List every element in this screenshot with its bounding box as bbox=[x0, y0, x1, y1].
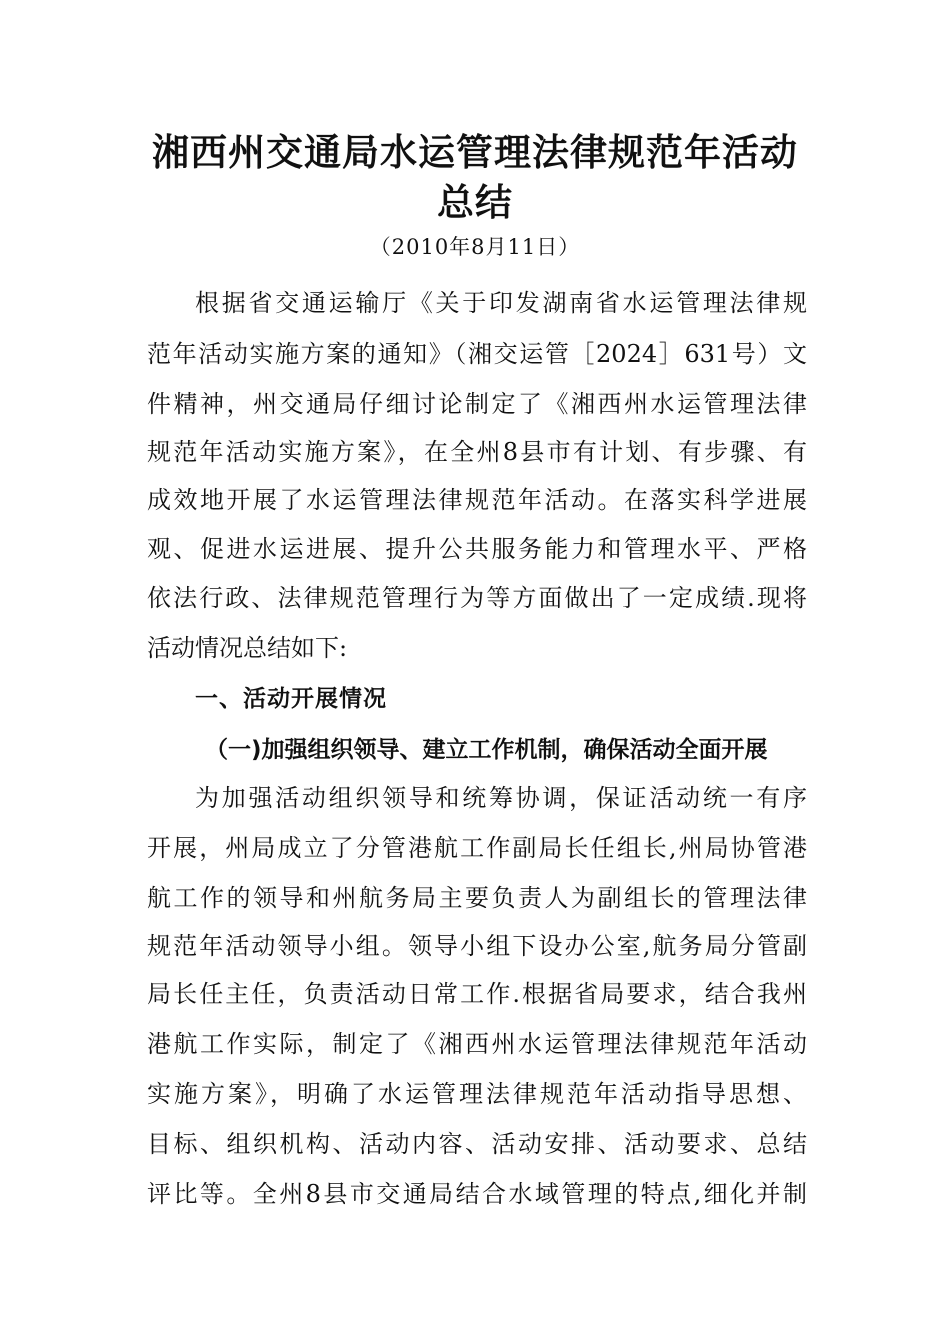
body-line-8: 目标、组织机构、活动内容、活动安排、活动要求、总结 bbox=[147, 1130, 807, 1158]
body-line-3: 航工作的领导和州航务局主要负责人为副组长的管理法律 bbox=[147, 884, 807, 912]
intro-line-5: 成效地开展了水运管理法律规范年活动。在落实科学进展 bbox=[147, 486, 807, 514]
intro-line-8: 活动情况总结如下: bbox=[147, 634, 348, 662]
body-line-7: 实施方案》，明确了水运管理法律规范年活动指导思想、 bbox=[147, 1080, 807, 1108]
intro-line-2: 范年活动实施方案的通知》（湘交运管［2024］631号）文 bbox=[147, 340, 807, 368]
body-line-2: 开展，州局成立了分管港航工作副局长任组长,州局协管港 bbox=[147, 834, 807, 862]
body-line-9: 评比等。全州8县市交通局结合水域管理的特点,细化并制 bbox=[147, 1180, 807, 1208]
intro-line-7: 依法行政、法律规范管理行为等方面做出了一定成绩.现将 bbox=[147, 584, 807, 612]
intro-line-4: 规范年活动实施方案》，在全州8县市有计划、有步骤、有 bbox=[147, 438, 807, 466]
section-1-heading: 一、活动开展情况 bbox=[195, 686, 387, 712]
intro-line-1: 根据省交通运输厅《关于印发湖南省水运管理法律规 bbox=[195, 289, 807, 317]
body-line-5: 局长任主任，负责活动日常工作.根据省局要求，结合我州 bbox=[147, 980, 807, 1008]
document-title-line-2: 总结 bbox=[437, 181, 513, 224]
subsection-1-heading: （一)加强组织领导、建立工作机制，确保活动全面开展 bbox=[205, 737, 768, 763]
intro-line-6: 观、促进水运进展、提升公共服务能力和管理水平、严格 bbox=[147, 535, 807, 563]
document-title-line-1: 湘西州交通局水运管理法律规范年活动 bbox=[152, 131, 798, 174]
body-line-1: 为加强活动组织领导和统筹协调，保证活动统一有序 bbox=[195, 784, 807, 812]
intro-line-3: 件精神，州交通局仔细讨论制定了《湘西州水运管理法律 bbox=[147, 390, 807, 418]
document-date: （2010年8月11日） bbox=[369, 235, 581, 259]
body-line-4: 规范年活动领导小组。领导小组下设办公室,航务局分管副 bbox=[147, 932, 807, 960]
body-line-6: 港航工作实际，制定了《湘西州水运管理法律规范年活动 bbox=[147, 1030, 807, 1058]
